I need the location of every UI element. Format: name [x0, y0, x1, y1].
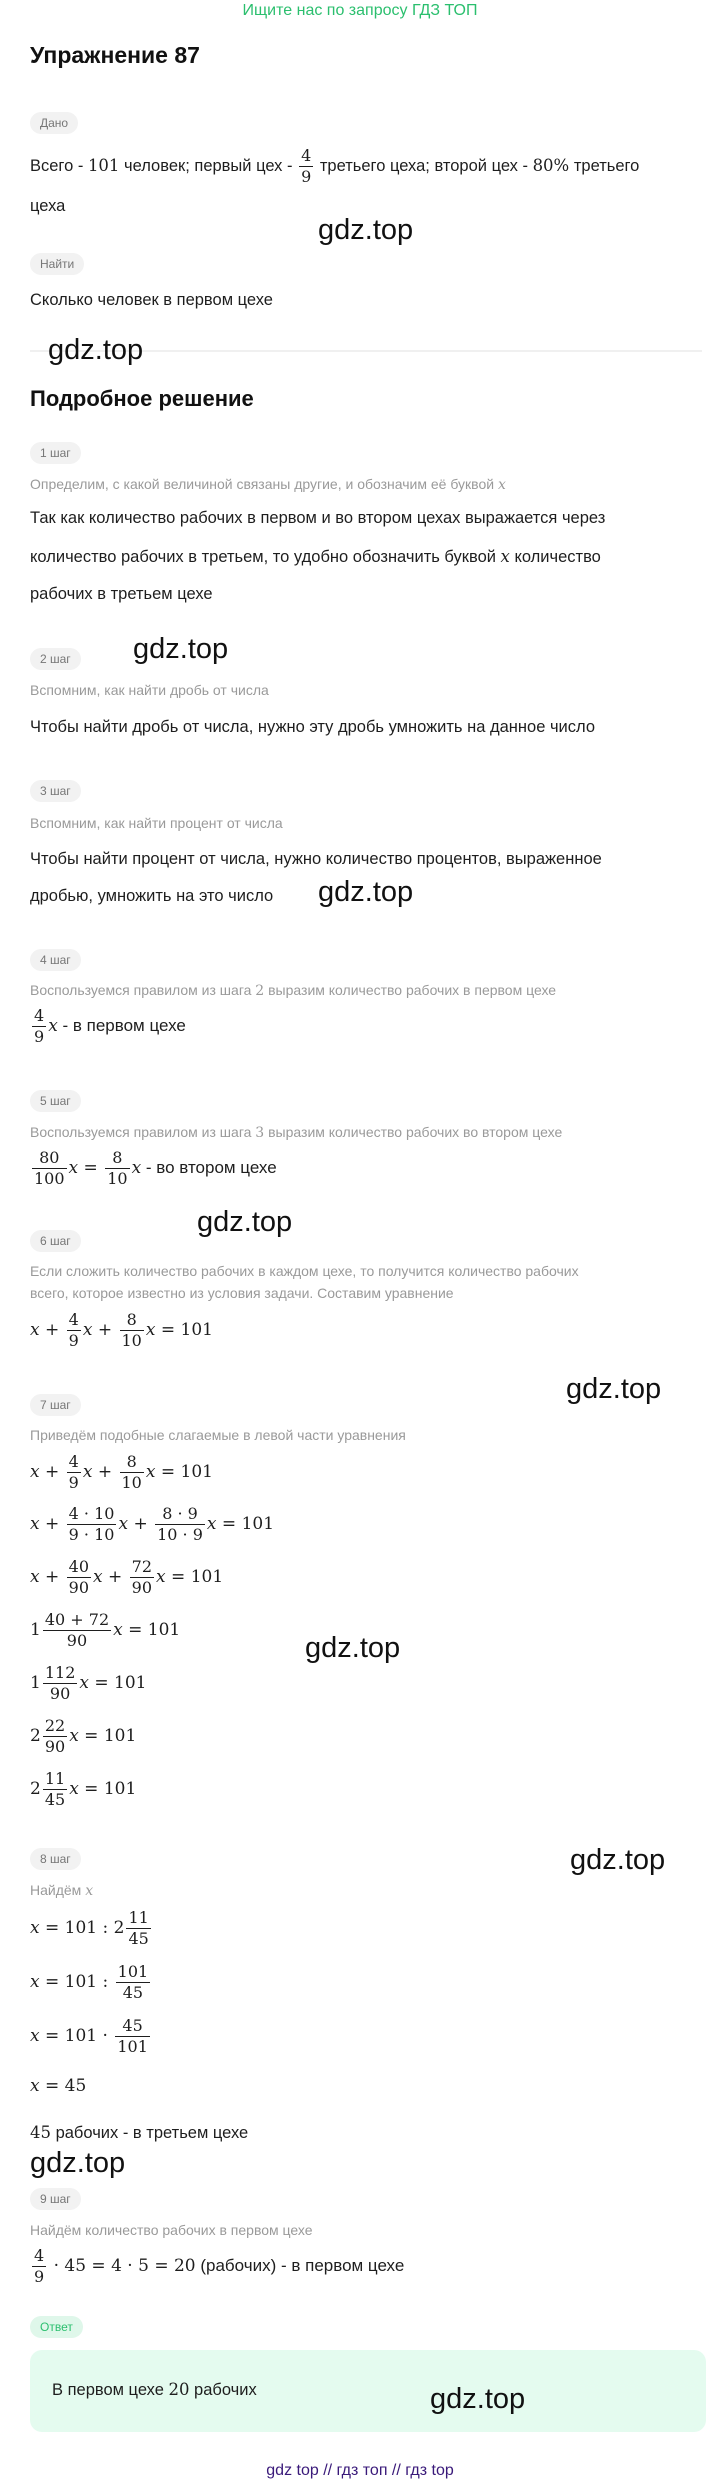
given-badge: Дано [30, 112, 78, 134]
top-banner[interactable]: Ищите нас по запросу ГДЗ ТОП [242, 2, 478, 19]
step-badge: 9 шаг [30, 2188, 81, 2210]
step-hint: Воспользуемся правилом из шага 2 выразим количество рабочих в первом цехе [30, 982, 557, 999]
step-badge: 7 шаг [30, 1394, 81, 1416]
watermark: gdz.top [570, 1844, 666, 1876]
find-text: Сколько человек в первом цехе [30, 291, 273, 309]
step-badge: 8 шаг [30, 1848, 81, 1870]
equation: x = 45 [30, 2076, 87, 2096]
watermark: gdz.top [318, 876, 414, 908]
watermark: gdz.top [318, 214, 414, 246]
step-hint: Если сложить количество рабочих в каждом цехе, то получится количество рабочих [30, 1263, 579, 1279]
equation: 1 $\frac{40 + 72}{90}$ x = 101 [30, 1610, 181, 1650]
solution-title: Подробное решение [30, 386, 254, 411]
watermark: gdz.top [305, 1632, 401, 1664]
step-text: Чтобы найти процент от числа, нужно количество процентов, выраженное [30, 850, 602, 868]
step-result: 45 рабочих - в третьем цехе [30, 2123, 249, 2142]
answer-text: В первом цехе 20 рабочих [52, 2380, 257, 2399]
step-hint: Приведём подобные слагаемые в левой части уравнения [30, 1427, 406, 1443]
step-badge: 1 шаг [30, 442, 81, 464]
answer-badge: Ответ [30, 2316, 83, 2338]
equation: x + $\frac{4}{9}$ x + $\frac{8}{10}$ x = 101 [30, 1310, 213, 1350]
step-hint: Найдём количество рабочих в первом цехе [30, 2222, 313, 2238]
equation: 1 $\frac{112}{90}$ x = 101 [30, 1663, 147, 1703]
watermark: gdz.top [430, 2383, 526, 2415]
step-badge: 5 шаг [30, 1090, 81, 1112]
step-badge: 2 шаг [30, 648, 81, 670]
equation: 2 $\frac{22}{90}$ x = 101 [30, 1716, 137, 1756]
step-text: количество рабочих в третьем, то удобно обозначить буквой x количество [30, 547, 601, 566]
equation: 2 $\frac{11}{45}$ x = 101 [30, 1769, 137, 1809]
given-text: Всего - 101 человек; первый цех - $\frac{4}{9}$ третьего цеха; второй цех - 80% третьего [30, 146, 640, 186]
step-hint: Определим, с какой величиной связаны другие, и обозначим её буквой x [30, 476, 506, 493]
step-hint: Воспользуемся правилом из шага 3 выразим количество рабочих во втором цехе [30, 1124, 563, 1141]
step-badge: 3 шаг [30, 780, 81, 802]
step-hint: Найдём x [30, 1882, 94, 1899]
watermark: gdz.top [197, 1206, 293, 1238]
step-text: рабочих в третьем цехе [30, 585, 213, 603]
equation: x + $\frac{4}{9}$ x + $\frac{8}{10}$ x = 101 [30, 1452, 213, 1492]
step-text: Чтобы найти дробь от числа, нужно эту дробь умножить на данное число [30, 718, 596, 736]
step-hint: Вспомним, как найти дробь от числа [30, 682, 269, 698]
step-hint: Вспомним, как найти процент от числа [30, 815, 283, 831]
step-text: дробью, умножить на это число [30, 887, 274, 905]
watermark: gdz.top [48, 334, 144, 366]
watermark: gdz.top [133, 633, 229, 665]
equation: $\frac{80}{100}$ x = $\frac{8}{10}$ x - во втором цехе [34, 1148, 277, 1188]
step-text: Так как количество рабочих в первом и во втором цехах выражается через [30, 509, 606, 527]
step-badge: 6 шаг [30, 1230, 81, 1252]
equation: x + $\frac{4 \cdot 10}{9 \cdot 10}$ x + $\frac{8 \cdot 9}{10 \cdot 9}$ x = 101 [30, 1504, 275, 1544]
equation: $\frac{4}{9}$ x - в первом цехе [34, 1006, 186, 1046]
equation: x = 101 : 2 $\frac{11}{45}$ [30, 1908, 149, 1948]
step-badge: 4 шаг [30, 949, 81, 971]
equation: x = 101 : $\frac{101}{45}$ [30, 1962, 149, 2002]
step-hint: всего, которое известно из условия задачи. Составим уравнение [30, 1285, 454, 1301]
find-badge: Найти [30, 253, 84, 275]
equation: x = 101 · $\frac{45}{101}$ [30, 2016, 148, 2056]
footer-links[interactable]: gdz top // гдз топ // гдз top [266, 2462, 454, 2479]
watermark: gdz.top [30, 2147, 126, 2179]
page-title: Упражнение 87 [30, 42, 200, 68]
equation: x + $\frac{40}{90}$ x + $\frac{72}{90}$ x = 101 [30, 1557, 224, 1597]
given-text-cont: цеха [30, 197, 66, 215]
equation: $\frac{4}{9}$ · 45 = 4 · 5 = 20 (рабочих) - в первом цехе [34, 2246, 405, 2286]
watermark: gdz.top [566, 1373, 662, 1405]
